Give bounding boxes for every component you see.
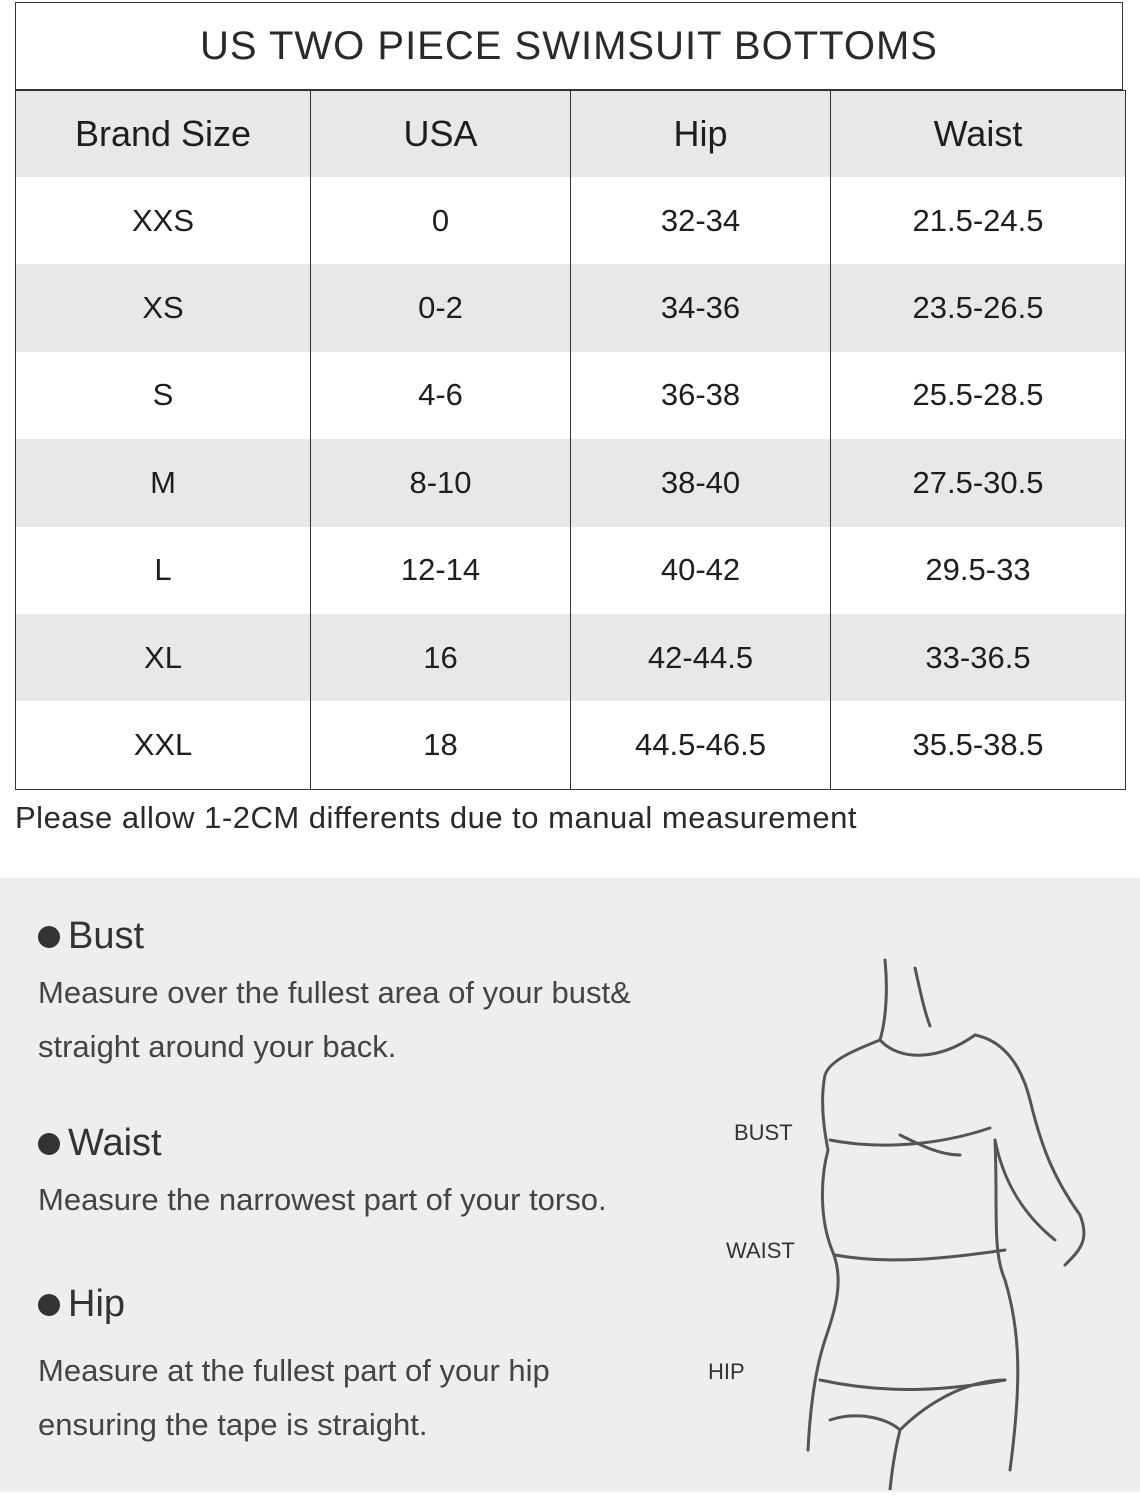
- cell-waist: 25.5-28.5: [831, 352, 1126, 439]
- guide-bust: [38, 915, 631, 1074]
- cell-brand-size: L: [16, 527, 311, 614]
- bullet-icon: [38, 1294, 60, 1316]
- cell-usa: 4-6: [311, 352, 571, 439]
- cell-brand-size: XXS: [16, 177, 311, 264]
- cell-usa: 8-10: [311, 439, 571, 526]
- cell-waist: 27.5-30.5: [831, 439, 1126, 526]
- cell-hip: 32-34: [571, 177, 831, 264]
- cell-brand-size: S: [16, 352, 311, 439]
- cell-usa: 0-2: [311, 264, 571, 351]
- table-row: [16, 614, 1126, 701]
- cell-hip: 40-42: [571, 527, 831, 614]
- cell-waist: 29.5-33: [831, 527, 1126, 614]
- body-outline-icon: [780, 950, 1100, 1490]
- guide-hip: [38, 1283, 550, 1452]
- cell-hip: 38-40: [571, 439, 831, 526]
- cell-usa: 16: [311, 614, 571, 701]
- cell-brand-size: XS: [16, 264, 311, 351]
- figure-label-hip: HIP: [708, 1359, 745, 1384]
- cell-waist: 23.5-26.5: [831, 264, 1126, 351]
- header-brand-size: Brand Size: [16, 91, 311, 178]
- guide-bust-title: Bust: [68, 915, 145, 957]
- table-row: [16, 352, 1126, 439]
- table-row: [16, 439, 1126, 526]
- bullet-icon: [38, 926, 60, 948]
- figure-label-bust: BUST: [734, 1120, 793, 1145]
- chart-title: US TWO PIECE SWIMSUIT BOTTOMS: [15, 2, 1123, 90]
- guide-waist: [38, 1122, 607, 1227]
- table-row: [16, 264, 1126, 351]
- guide-bust-desc: Measure over the fullest area of your bust& straight around your back.: [38, 975, 631, 1064]
- table-row: [16, 177, 1126, 264]
- guide-waist-title: Waist: [68, 1122, 162, 1164]
- guide-hip-desc: Measure at the fullest part of your hip ensuring the tape is straight.: [38, 1353, 550, 1442]
- table-header-row: [16, 91, 1126, 178]
- table-row: [16, 527, 1126, 614]
- measurement-note: Please allow 1-2CM differents due to manual measurement: [15, 800, 857, 835]
- size-table: [15, 90, 1126, 790]
- bullet-icon: [38, 1133, 60, 1155]
- cell-brand-size: XL: [16, 614, 311, 701]
- cell-hip: 42-44.5: [571, 614, 831, 701]
- cell-hip: 34-36: [571, 264, 831, 351]
- table-row: [16, 701, 1126, 789]
- header-hip: Hip: [571, 91, 831, 178]
- guide-hip-title: Hip: [68, 1283, 126, 1325]
- guide-waist-desc: Measure the narrowest part of your torso.: [38, 1182, 607, 1217]
- cell-hip: 44.5-46.5: [571, 701, 831, 789]
- cell-waist: 21.5-24.5: [831, 177, 1126, 264]
- cell-brand-size: M: [16, 439, 311, 526]
- header-waist: Waist: [831, 91, 1126, 178]
- cell-usa: 0: [311, 177, 571, 264]
- cell-usa: 18: [311, 701, 571, 789]
- cell-hip: 36-38: [571, 352, 831, 439]
- cell-waist: 33-36.5: [831, 614, 1126, 701]
- figure-label-waist: WAIST: [726, 1238, 795, 1263]
- header-usa: USA: [311, 91, 571, 178]
- cell-usa: 12-14: [311, 527, 571, 614]
- cell-brand-size: XXL: [16, 701, 311, 789]
- cell-waist: 35.5-38.5: [831, 701, 1126, 789]
